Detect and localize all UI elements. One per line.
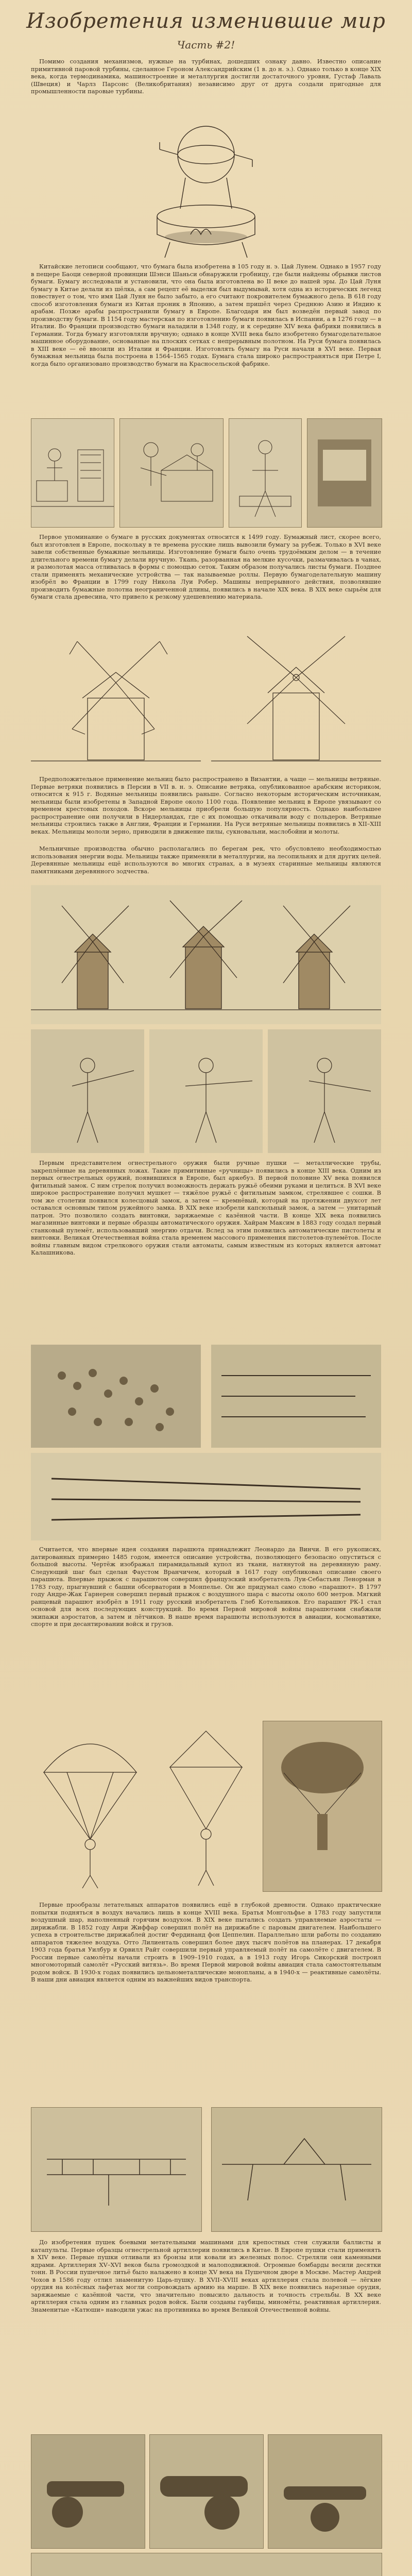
paragraph: Первым представителем огнестрельного оружия были ручные пушки — металлические трубы, закреплённые на деревянных ложах. Такие примитивные «ручницы» появились в конце XIII века. Одним из первых огнестрельных оружий, появившихся в Европе, был аркебуз. В первой половине XV века появился фитильный замок. С ним стрелок получил возможность держать ружьё обеими руками и целиться. В XVI веке широкое распространение получил мушкет — тяжёлое ружьё с фитильным замком, стрелявшее с сошки. В том же столетии появился колесцовый замок, а затем — кремнёвый, который на протяжении двухсот лет оставался основным типом ружейного замка. В XIX веке изобрели капсюльный замок, а затем — унитарный патрон. Это позволило создать винтовки, заряжаемые с казённой части. В конце XIX века появились магазинные винтовки и первые образцы автоматического оружия. Хайрам Максим в 1883 году создал первый станковый пулемёт, использовавший энергию отдачи. Вслед за этим появились автоматические пистолеты и винтовки. Великая Отечественная война стала временем массового применения пистолетов-пулемётов. После войны главным видом стрелкового оружия стали автоматы, самым известным из которых является автомат Калашникова. [31, 1159, 381, 1256]
early-firearms-images [31, 1029, 381, 1153]
text-block-turbine [31, 58, 381, 103]
page-title: Изобретения изменившие мир [26, 9, 386, 33]
early-airplane-photo-1 [31, 2107, 202, 2232]
papermaking-engraving-2 [119, 418, 224, 528]
cannon-photo-3 [268, 2434, 382, 2549]
parachute-drawing-1 [31, 1721, 149, 1891]
parachutist-photo [263, 1721, 382, 1892]
tsar-cannon-photo [31, 2553, 382, 2576]
text-block-paper [31, 263, 381, 412]
paragraph: Мельничные производства обычно располагались по берегам рек, что обусловлено необходимостью использования энергии воды. Мельницы также применяли в металлургии, на лесопильнях и для других целей. Деревянные мельницы ещё используются во многих странах, а в музеях старинные мельницы являются памятниками деревянного зодчества. [31, 845, 381, 875]
ammunition-photo [31, 1345, 201, 1448]
early-airplane-photo-2 [211, 2107, 382, 2232]
mill-drawing-1 [31, 626, 201, 770]
text-block-artillery [31, 2239, 381, 2429]
text-block-firearms [31, 1159, 381, 1340]
paragraph: До изобретения пушек боевыми метательными машинами для крепостных стен служили баллисты и катапульты. Первые образцы огнестрельной артиллерии появились в Китае. В Европе пушки стали применять в XIV веке. Первые пушки отливали из бронзы или ковали из железных полос. Стреляли они каменными ядрами. Артиллерия XV–XVI веков была громоздкой и малоподвижной. Огромные бомбарды весили десятки тонн. В России пушечное литьё было налажено в конце XV века на Пушечном дворе в Москве. Мастер Андрей Чохов в 1586 году отлил знаменитую Царь-пушку. В XVII–XVIII веках артиллерия стала полевой — лёгкие орудия на колёсных лафетах могли сопровождать армию на марше. В XIX веке появились нарезные орудия, заряжаемые с казённой части, что значительно повысило дальность и точность стрельбы. В XX веке артиллерия стала одним из главных родов войск. Были созданы гаубицы, миномёты, реактивная артиллерия. Знаменитые «Катюши» наводили ужас на противника во время Великой Отечественной войны. [31, 2239, 381, 2313]
paragraph: Помимо создания механизмов, нужные на турбинах, дошедших ознаку давно. Известно описание примитивной паровой турбины, сделанное Героном Александрийским (1 в. до н. э.). Однако только в конце XIX века, когда термодинамика, машиностроение и металлургия достигли достаточного уровня, Густаф Лаваль (Швеция) и Чарлз Парсонс (Великобритания) независимо друг от друга создали пригодные для промышленности паровые турбины. [31, 58, 381, 95]
windmill-photos [31, 885, 381, 1024]
text-block-aviation [31, 1901, 381, 2102]
text-block-mills-2 [31, 845, 381, 882]
papermaking-engraving-3 [229, 418, 302, 528]
cannon-photo-2 [149, 2434, 264, 2549]
parachute-drawing-2 [160, 1721, 252, 1891]
papermaking-engraving-1 [31, 418, 114, 528]
text-block-paper-russia [31, 533, 381, 623]
paragraph: Китайские летописи сообщают, что бумага была изобретена в 105 году н. э. Цай Лунем. Однако в 1957 году в пещере Баоци северной провинции Шэнси Шаньси обнаружили гробницу, где были найдены обрывки листов бумаги. Бумагу исследовали и установили, что она была изготовлена во II веке до нашей эры. До Цай Луня бумагу в Китае делали из шёлка, а сам рецепт её выделки был выдумывай, хотя одна из исторических легенд повествует о том, что имя Цай Луня не было забыто, а его считают покровителем бумажного дела. В 618 году способ изготовления бумаги из Китая проник в Японию, а затем пришёл через Среднюю Азию и Индию к арабам. Позже арабы распространили бумагу в Европе. Благодаря им был возведён первый завод по производству бумаги. В 1154 году мастерская по изготовлению бумаги появилась в Испании, а в 1276 году — в Италии. Во Франции производство бумаги наладили в 1348 году, и к середине XIV века фабрики появились в Германии. Тогда бумагу изготовляли вручную; однако в конце XVIII века было изобретено бумагоделательное машинное оборудование, основанные на плоских сетках с непрерывным полотном. На Руси бумага появилась в XIII веке — её ввозили из Италии и Франции. Изготовлять бумагу на Руси начали в XVI веке. Первая бумажная мельница была построена в 1564–1565 годах. Бумага стала широко распространяться при Петре I, когда было организовано производство бумаги на Красносельской фабрике. [31, 263, 381, 367]
paragraph: Предположительное применение мельниц было распространено в Византии, а чаще — мельницы ветряные. Первые ветряки появились в Персии в VII в. н. э. Описание ветряка, опубликованное арабским историком, относится к 915 г. Водяные мельницы появились раньше. Согласно некоторым историческим источникам, мельницы были изобретены в Западной Европе около 1100 года. Появление мельниц в Европе увязывают со временем крестовых походов. Вскоре мельницы приобрели большую популярность. Однако наибольшее распространение они получили в Нидерландах, где с их помощью откачивали воду с польдеров. Ветряные мельницы строились также в Англии, Франции и Германии. На Руси ветряные мельницы появились в XII–XIII веках. Мельницы мололи зерно, приводили в движение пилы, сукновальни, маслобойни и молоты. [31, 775, 381, 835]
mill-drawing-2 [211, 626, 381, 770]
cannon-photo-1 [31, 2434, 145, 2549]
paragraph: Первое упоминание о бумаге в русских документах относится к 1499 году. Бумажный лист, скорее всего, был изготовлен в Европе, поскольку в те времена русские лишь вывозили бумагу за рубеж. Только в XVI веке завели собственные бумажные мельницы. Изготовление бумаги было очень трудоёмким делом — в течение длительного времени бумагу делали вручную. Ткань, разорванная на мелкие кусочки, размачивалась в чанах, и размолотая масса отливалась в формы с помощью сеток. Таким образом получались листы бумаги. Позднее стали применять механические устройства — так называемые роллы. Первую бумагоделательную машину изобрёл во Франции в 1799 году Никола Луи Робер. Машины непрерывного действия, позволявшие производить бумажные полотна неограниченной длины, появились в начале XIX века. В XIX веке сырьём для бумаги стала древесина, что привело к резкому удешевлению материала. [31, 533, 381, 600]
page-subtitle: Часть #2! [177, 39, 235, 51]
paragraph: Считается, что впервые идея создания парашюта принадлежит Леонардо да Винчи. В его рукописях, датированных примерно 1485 годом, имеется описание устройства, позволяющего безопасно опуститься с большой высоты. Чертёж изображал пирамидальный купол из ткани, натянутой на деревянную раму. Следующий шаг был сделан Фаустом Вранчичем, который в 1617 году опубликовал описание своего парашюта. Впервые прыжок с парашютом совершил французский изобретатель Луи-Себастьян Ленорман в 1783 году, прыгнувший с башни обсерватории в Монпелье. Он же придумал само слово «парашют». В 1797 году Андре-Жак Гарнерен совершил первый прыжок с воздушного шара с высоты около 600 метров. Мягкий ранцевый парашют изобрёл в 1911 году русский изобретатель Глеб Котельников. Его парашют РК-1 стал основой для всех последующих конструкций. Во время Первой мировой войны парашютами снабжали экипажи аэростатов, а затем и лётчиков. В наше время парашюты используются в авиации, космонавтике, спорте и при десантировании войск и грузов. [31, 1546, 381, 1628]
aeolipile-illustration [124, 106, 288, 260]
paragraph: Первые прообразы летательных аппаратов появились ещё в глубокой древности. Однако практические попытки подняться в воздух начались лишь в конце XVIII века. Братья Монгольфье в 1783 году запустили воздушный шар, наполненный горячим воздухом. В XIX веке пытались создать управляемые аэростаты — дирижабли. В 1852 году Анри Жиффар совершил полёт на дирижабле с паровым двигателем. Наибольшего успеха в строительстве дирижаблей достиг Фердинанд фон Цеппелин. Параллельно шли работы по созданию аппаратов тяжелее воздуха. Отто Лилиенталь совершил более двух тысяч полётов на планерах. 17 декабря 1903 года братья Уилбур и Орвилл Райт совершили первый управляемый полёт на самолёте с двигателем. В России первые самолёты начали строить в 1909–1910 годах, а в 1913 году Игорь Сикорский построил многомоторный самолёт «Русский витязь». Во время Первой мировой войны авиация стала самостоятельным родом войск. В 1930-х годах появились цельнометаллические монопланы, а в 1940-х — реактивные самолёты. В наши дни авиация является одним из важнейших видов транспорта. [31, 1901, 381, 1983]
text-block-parachute [31, 1546, 381, 1716]
rifles-photo [31, 1453, 381, 1540]
rifle-parts-photo [211, 1345, 381, 1448]
paper-mill-photo [307, 418, 382, 528]
text-block-mills [31, 775, 381, 842]
